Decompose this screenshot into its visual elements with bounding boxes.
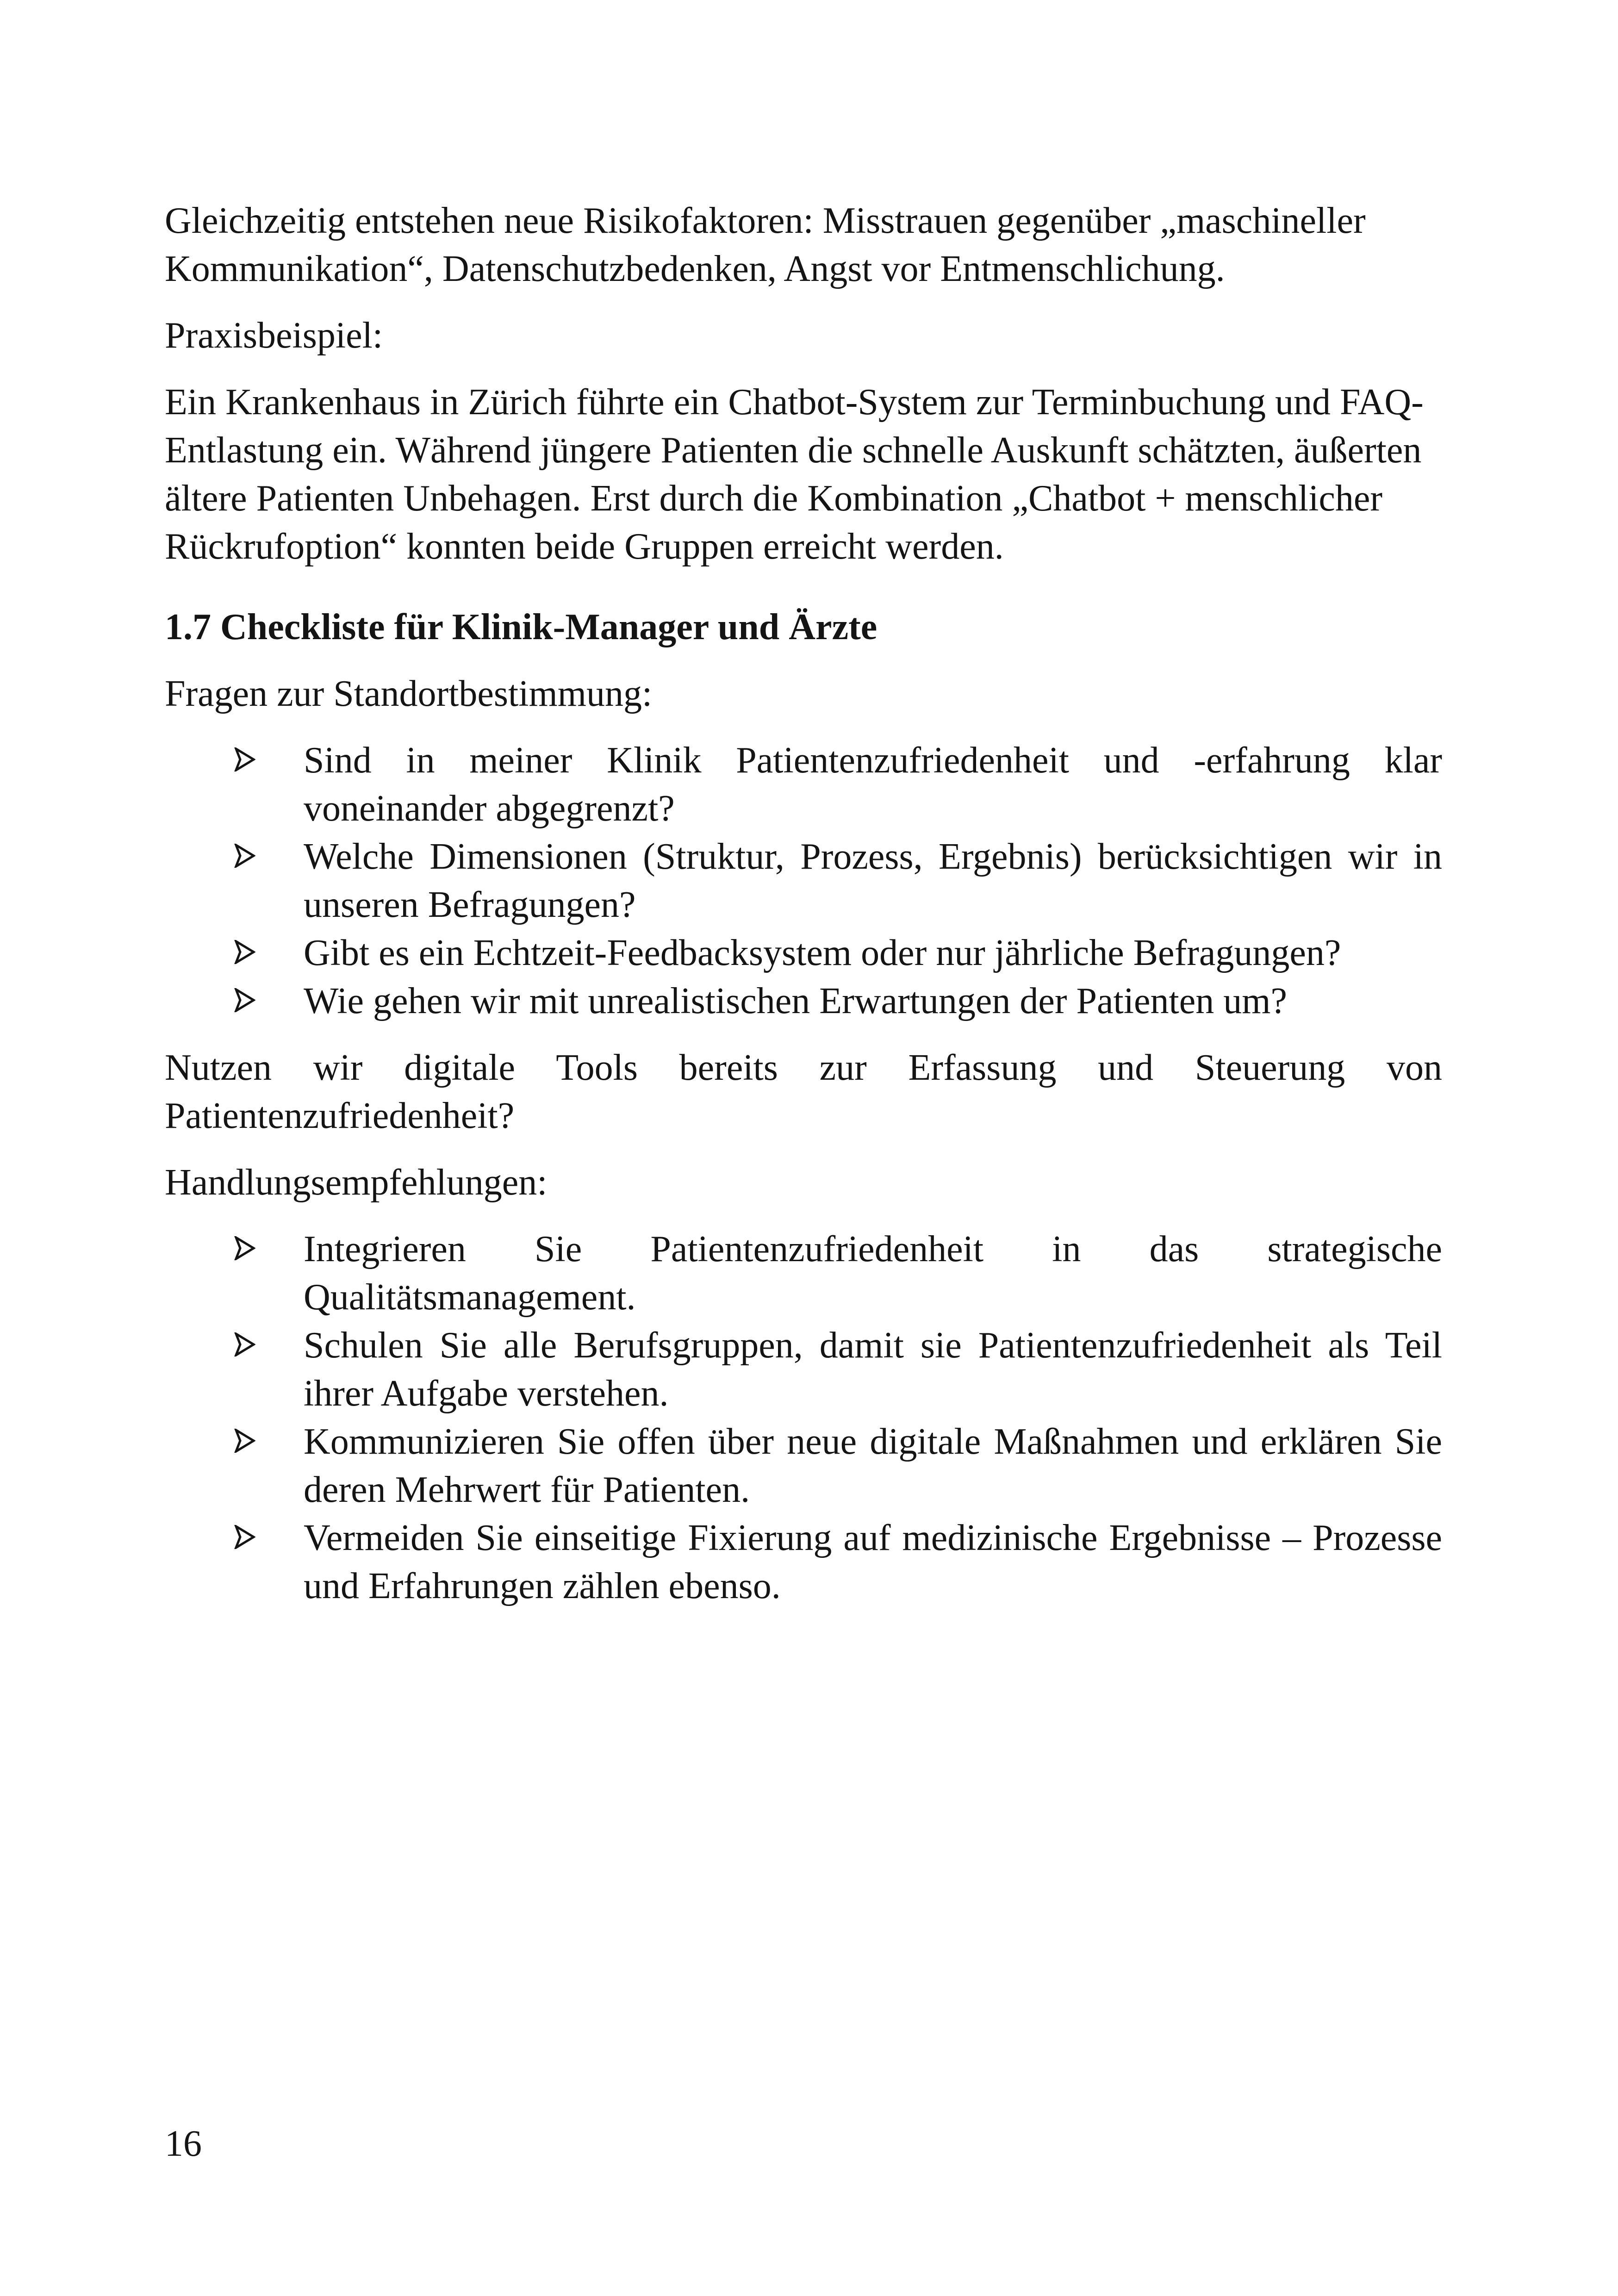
arrowhead-bullet-icon	[234, 1321, 262, 1369]
page-content	[165, 197, 1442, 1629]
questions-list	[165, 736, 1442, 1025]
recommendation-text: Integrieren Sie Patientenzufriedenheit in das strategische Qualitätsmanagement.	[304, 1229, 1442, 1318]
arrowhead-bullet-icon	[234, 929, 262, 977]
recommendations-list	[165, 1225, 1442, 1610]
example-label: Praxisbeispiel:	[165, 315, 383, 356]
arrowhead-bullet-icon	[234, 1225, 262, 1273]
recommendation-text: Vermeiden Sie einseitige Fixierung auf medizinische Ergebnisse – Prozesse und Erfahrungen zählen ebenso.	[304, 1518, 1442, 1606]
list-item	[165, 1321, 1442, 1418]
recommendations-label: Handlungsempfehlungen:	[165, 1162, 548, 1203]
list-item	[165, 736, 1442, 833]
arrowhead-bullet-icon	[234, 1418, 262, 1466]
list-item	[165, 1418, 1442, 1514]
arrowhead-bullet-icon	[234, 736, 262, 784]
recommendation-text: Schulen Sie alle Berufsgruppen, damit sie Patientenzufriedenheit als Teil ihrer Aufgabe verstehen.	[304, 1325, 1442, 1414]
question-text: Wie gehen wir mit unrealistischen Erwartungen der Patienten um?	[304, 981, 1287, 1021]
list-item	[165, 1225, 1442, 1321]
arrowhead-bullet-icon	[234, 1514, 262, 1562]
example-paragraph: Ein Krankenhaus in Zürich führte ein Chatbot-System zur Terminbuchung und FAQ-Entlastung ein. Während jüngere Patienten die schnelle Auskunft schätzten, äußerten ältere Patienten Unbehagen. Erst durch die Kombination „Chatbot + menschlicher Rückrufoption“ konnten beide Gruppen erreicht werden.	[165, 382, 1424, 567]
page-number: 16	[165, 2123, 202, 2164]
list-item	[165, 929, 1442, 977]
question-text: Sind in meiner Klinik Patientenzufriedenheit und -erfahrung klar voneinander abgegrenzt?	[304, 740, 1442, 829]
risk-paragraph: Gleichzeitig entstehen neue Risikofaktoren: Misstrauen gegenüber „maschineller Kommunikation“, Datenschutzbedenken, Angst vor Entmenschlichung.	[165, 200, 1366, 289]
list-item	[165, 1514, 1442, 1610]
list-item	[165, 833, 1442, 929]
question-text: Gibt es ein Echtzeit-Feedbacksystem oder nur jährliche Befragungen?	[304, 933, 1341, 973]
section-heading: 1.7 Checkliste für Klinik-Manager und Ärzte	[165, 607, 877, 647]
list-item	[165, 977, 1442, 1025]
arrowhead-bullet-icon	[234, 977, 262, 1025]
recommendation-text: Kommunizieren Sie offen über neue digitale Maßnahmen und erklären Sie deren Mehrwert für Patienten.	[304, 1421, 1442, 1510]
arrowhead-bullet-icon	[234, 833, 262, 881]
question-text: Welche Dimensionen (Struktur, Prozess, Ergebnis) berücksichtigen wir in unseren Befragungen?	[304, 836, 1442, 925]
digital-tools-question: Nutzen wir digitale Tools bereits zur Erfassung und Steuerung von Patientenzufriedenheit?	[165, 1047, 1442, 1136]
questions-label: Fragen zur Standortbestimmung:	[165, 673, 653, 714]
